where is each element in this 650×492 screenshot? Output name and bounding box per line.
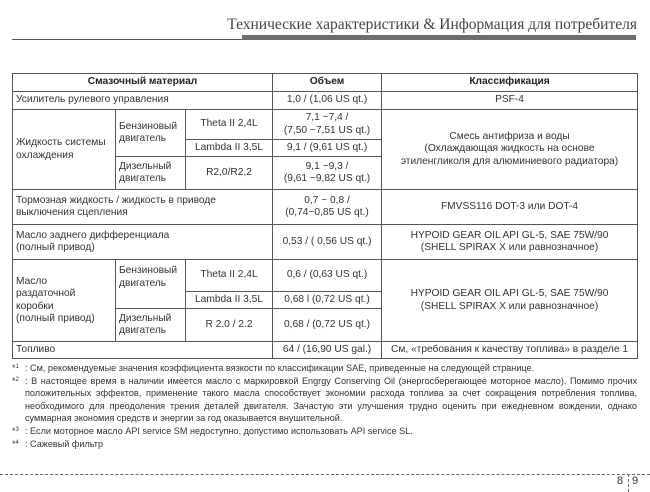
column-header-classification: Классификация [382,74,638,92]
label-line: выключения сцепления [16,207,128,218]
footer-page-divider [628,474,629,492]
table-row [13,260,638,292]
classification-cell [382,260,638,342]
engine-type-cell: Бензиновый двигатель [116,260,186,309]
table-row [13,92,638,110]
row-label: Топливо [13,342,273,359]
footer-dashed-rule [0,474,650,475]
classification-line: (Охлаждающая жидкость на основе [424,143,595,155]
volume-cell [273,110,382,140]
volume-cell: 0,68 / (0,72 US qt.) [273,309,382,342]
engine-cell: R 2.0 / 2.2 [186,309,273,342]
row-label [13,260,116,342]
row-label [13,190,273,225]
table-row [13,190,638,225]
engine-cell: R2,0/R2,2 [186,157,273,190]
table-row [13,225,638,260]
label-line: Масло заднего дифференциала [16,229,170,241]
volume-line: (0,74~0,85 US qt.) [285,207,369,218]
page-header-title: Технические характеристики & Информация для потребителя [227,16,637,33]
column-header-lubricant: Смазочный материал [13,74,273,92]
header-rule-bar [242,35,636,40]
engine-cell: Theta II 2,4L [186,260,273,292]
footnote-marker: *$^4$ [12,438,19,449]
volume-cell: 1,0 / (1,06 US qt.) [273,92,382,110]
label-line: раздаточной [16,288,76,299]
header-rule-thin [12,39,242,40]
volume-cell: 0,68 l (0,72 US qt.) [273,292,382,309]
lubricants-table [12,73,638,359]
footnote-marker: *$^3$ [12,425,19,436]
classification-cell: PSF-4 [382,92,638,110]
footnote-marker: *$^2$ [12,375,19,386]
volume-line: 9,1 ~9,3 / [305,160,349,172]
footnotes [12,362,637,450]
label-line: (полный привод) [16,313,95,324]
footnote [12,362,637,375]
engine-cell: Lambda II 3,5L [186,140,273,157]
table-row [13,342,638,359]
classification-line: (SHELL SPIRAX X или равнозначное) [420,242,599,253]
label-line: (полный привод) [16,242,95,253]
footnote-text: : Сажевый фильтр [25,438,104,449]
classification-line: HYPOID GEAR OIL API GL-5, SAE 75W/90 [410,229,609,241]
engine-cell: Theta II 2,4L [186,110,273,140]
engine-type-cell: Бензиновый двигатель [116,110,186,157]
volume-cell: 0,53 / ( 0,56 US qt.) [273,225,382,260]
label-line: Масло [16,275,48,287]
footnote [12,438,637,451]
table-header-row [13,74,638,92]
label-line: коробки [16,300,54,312]
row-label: Жидкость системы охлаждения [13,110,116,190]
column-header-volume: Объем [273,74,382,92]
volume-line: 0,7 ~ 0,8 / [304,194,350,206]
footnote-text: : Если моторное масло API service SM недоступно, допустимо использовать API service SL. [25,425,413,436]
engine-cell: Lambda II 3,5L [186,292,273,309]
classification-cell [382,110,638,190]
footnote-marker: *$^1$ [12,363,19,373]
volume-cell: 9,1 / (9,61 US qt.) [273,140,382,157]
classification-cell: FMVSS116 DOT-3 или DOT-4 [382,190,638,225]
volume-cell [273,157,382,190]
volume-line: 7,1 ~7,4 / [305,112,349,123]
table-row [13,110,638,140]
volume-cell [273,190,382,225]
classification-line: (SHELL SPIRAX X или равнозначное) [420,300,599,312]
footnote [12,425,637,438]
page-number: 9 [632,475,639,487]
footnote-text: : См, рекомендуемые значения коэффициента вязкости по классификации SAE, приведенные на следующей странице. [25,363,535,373]
footnote-text: : В настоящее время в наличии имеется масло с маркировкой Engrgy Conserving Oil (энергосберегающее моторное масло). Помимо прочих положительных эффектов, применение такого масла способствует экономии расхода топлива за счет сокращения потребления топлива, необходимого для преодоления трения деталей двигателя. Зачастую эти улучшения трудно оценить при ежедневном вождении, однако суммарная экономия средств и энергии за год оказывается внушительной. [25,375,637,424]
classification-line: Смесь антифриза и воды [449,130,570,142]
row-label [13,225,273,260]
volume-line: (7,50 ~7,51 US qt.) [283,124,371,136]
label-line: Тормозная жидкость / жидкость в приводе [16,194,216,206]
volume-cell: 64 / (16,90 US gal.) [273,342,382,359]
classification-cell [382,225,638,260]
engine-type-cell: Дизельный двигатель [116,309,186,342]
classification-line: HYPOID GEAR OIL API GL-5, SAE 75W/90 [410,288,609,299]
row-label: Усилитель рулевого управления [13,92,273,110]
volume-line: (9,61 ~9,82 US qt.) [283,173,371,184]
footnote [12,375,637,425]
engine-type-cell: Дизельный двигатель [116,157,186,190]
volume-cell: 0,6 / (0,63 US qt.) [273,260,382,292]
classification-cell: См, «требования к качеству топлива» в разделе 1 [382,342,638,359]
classification-line: этиленгликоля для алюминиевого радиатора) [400,155,619,167]
page-number-section: 8 [617,475,624,487]
